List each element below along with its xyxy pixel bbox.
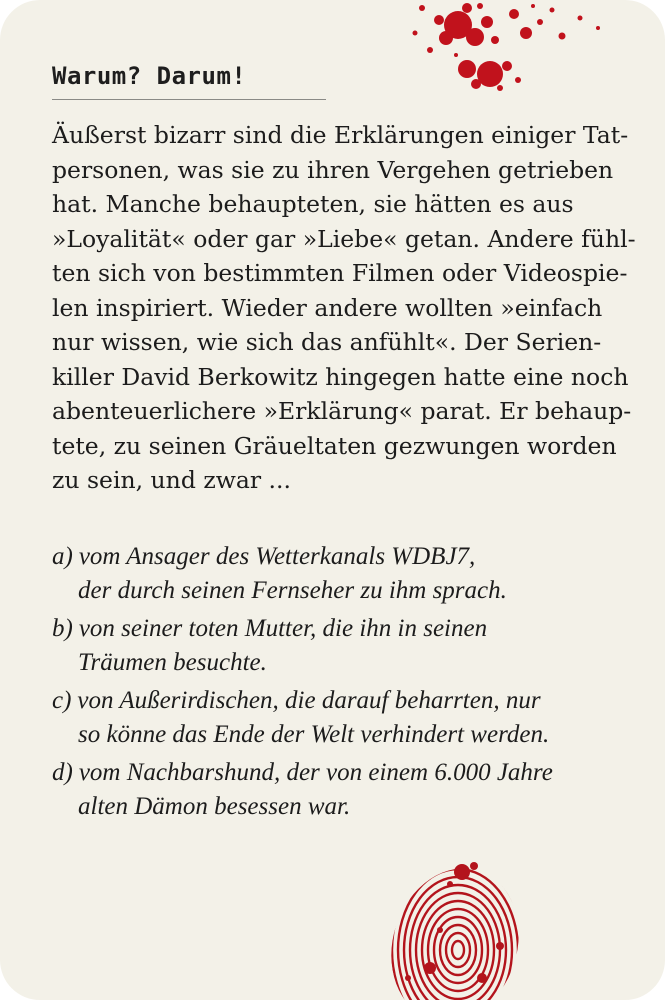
answer-text: von seiner toten Mutter, die ihn in seinen [78,615,488,642]
question-line: zu sein, und zwar ... [52,466,291,494]
answer-option-c [52,684,612,752]
question-line: Äußerst bizarr sind die Erklärungen einiger Tat- [52,121,629,149]
bloody-fingerprint-icon [370,850,540,1000]
answer-text: vom Ansager des Wetterkanals WDBJ7, [78,543,476,570]
question-line: nur wissen, wie sich das anfühlt«. Der Serien- [52,328,602,356]
question-line: killer David Berkowitz hingegen hatte eine noch [52,362,629,391]
answer-option-a [52,540,612,608]
question-line: ten sich von bestimmten Filmen oder Videospie- [52,259,628,287]
question-line: personen, was sie zu ihren Vergehen getrieben [52,155,614,184]
question-line: tete, zu seinen Gräueltaten gezwungen worden [52,431,617,460]
title-divider [52,99,326,100]
question-line: abenteuerlichere »Erklärung« parat. Er behaup- [52,397,632,425]
answer-text: der durch seinen Fernseher zu ihm sprach. [78,577,507,604]
answer-text: so könne das Ende der Welt verhindert werden. [78,721,550,748]
question-line: hat. Manche behaupteten, sie hätten es aus [52,190,574,218]
answer-text: Träumen besuchte. [78,649,267,676]
answer-option-b [52,612,612,680]
answer-options [52,540,612,824]
blood-splatter-icon [330,0,665,110]
answer-text: vom Nachbarshund, der von einem 6.000 Jahre [78,759,553,786]
answer-letter: b) [52,615,73,642]
answer-letter: a) [52,543,73,570]
answer-letter: d) [52,759,73,786]
answer-text: von Außerirdischen, die darauf beharrten, nur [77,687,541,714]
answer-option-d [52,756,612,824]
question-line: »Loyalität« oder gar »Liebe« getan. Andere fühl- [52,224,636,253]
card-title: Warum? Darum! [52,62,247,90]
answer-letter: c) [52,687,72,714]
question-text [52,118,636,498]
answer-text: alten Dämon besessen war. [78,793,351,820]
question-line: len inspiriert. Wieder andere wollten »einfach [52,293,603,322]
